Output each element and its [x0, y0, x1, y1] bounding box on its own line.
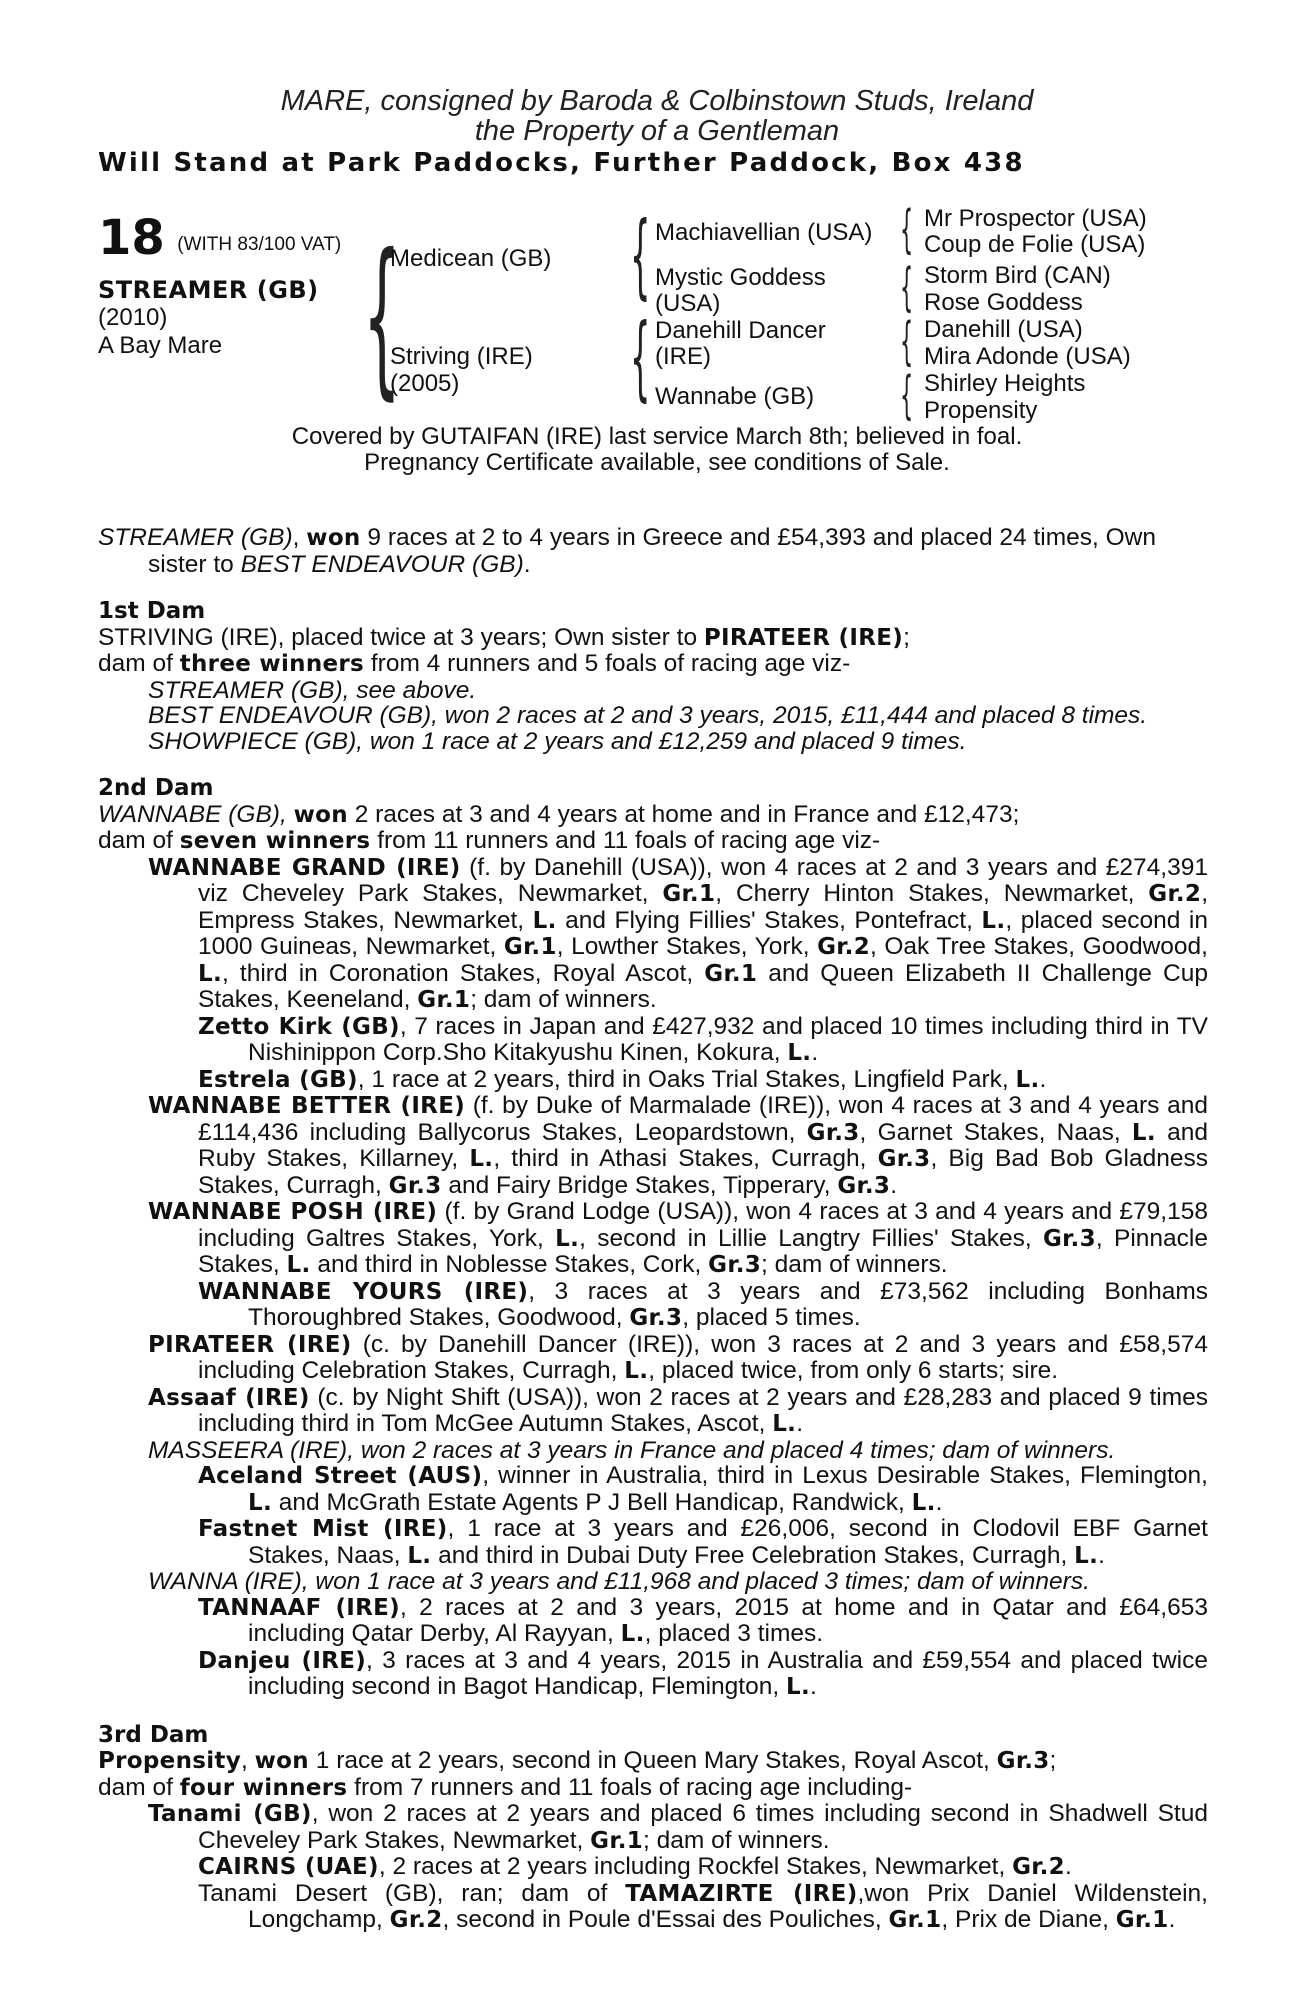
- sire-dam-sire: Storm Bird (CAN): [924, 262, 1111, 289]
- sire-dam-dam: Rose Goddess: [924, 289, 1083, 316]
- pregnancy-note: Pregnancy Certificate available, see conditions of Sale.: [364, 449, 950, 476]
- wannabe-grand-entry: WANNABE GRAND (IRE) (f. by Danehill (USA)), won 4 races at 2 and 3 years and £274,391 viz Cheveley Park Stakes, Newmarket, Gr.1, Cherry Hinton Stakes, Newmarket, Gr.2, Empress Stakes, Newmarket, L. and Flying Fillies' Stakes, Pontefract, L., placed second in 1000 Guineas, Newmarket, Gr.1, Lowther Stakes, York, Gr.2, Oak Tree Stakes, Goodwood, L., third in Coronation Stakes, Royal Ascot, Gr.1 and Queen Elizabeth II Challenge Cup Stakes, Keeneland, Gr.1; dam of winners.: [148, 853, 1208, 1013]
- dam-sire-sire: Danehill (USA): [924, 316, 1083, 343]
- sire-sire-dam: Coup de Folie (USA): [924, 231, 1146, 258]
- tanami-entry: Tanami (GB), won 2 races at 2 years and placed 6 times including second in Shadwell Stud Cheveley Park Stakes, Newmarket, Gr.1; dam of winners.: [148, 1800, 1208, 1854]
- dam-sire-dam: Mira Adonde (USA): [924, 343, 1131, 370]
- pedigree-brace-3d: {: [900, 366, 914, 426]
- pedigree-brace-2a: {: [630, 202, 651, 309]
- wanna-entry: WANNA (IRE), won 1 race at 3 years and £11,968 and placed 3 times; dam of winners.: [148, 1568, 1090, 1595]
- pedigree-brace-1: {: [363, 218, 401, 416]
- dam-year: (2005): [390, 370, 460, 397]
- zetto-kirk-entry: Zetto Kirk (GB), 7 races in Japan and £427,932 and placed 10 times including third in TV Nishinippon Corp.Sho Kitakyushu Kinen, Kokura, L..: [198, 1012, 1209, 1066]
- wannabe-better-entry: WANNABE BETTER (IRE) (f. by Duke of Marmalade (IRE)), won 4 races at 3 and 4 years and £114,436 including Ballycorus Stakes, Leopardstown, Gr.3, Garnet Stakes, Naas, L. and Ruby Stakes, Killarney, L., third in Athasi Stakes, Curragh, Gr.3, Big Bad Bob Gladness Stakes, Curragh, Gr.3 and Fairy Bridge Stakes, Tipperary, Gr.3.: [148, 1092, 1208, 1199]
- wannabe-posh-entry: WANNABE POSH (IRE) (f. by Grand Lodge (USA)), won 4 races at 3 and 4 years and £79,158 including Galtres Stakes, York, L., second in Lillie Langtry Fillies' Stakes, Gr.3, Pinnacle Stakes, L. and third in Noblesse Stakes, Cork, Gr.3; dam of winners.: [148, 1198, 1208, 1278]
- first-dam-produce-1: STREAMER (GB), see above.: [148, 676, 477, 704]
- pedigree-brace-3c: {: [900, 312, 914, 372]
- lot-number: 18: [98, 210, 165, 266]
- horse-description: A Bay Mare: [98, 332, 223, 359]
- consignor-line: MARE, consigned by Baroda & Colbinstown Studs, Ireland: [280, 85, 1034, 117]
- first-dam-line1: STRIVING (IRE), placed twice at 3 years; Own sister to PIRATEER (IRE);: [98, 623, 910, 651]
- first-dam-produce-2: BEST ENDEAVOUR (GB), won 2 races at 2 and 3 years, 2015, £11,444 and placed 8 times.: [148, 702, 1148, 729]
- second-dam-heading: 2nd Dam: [98, 775, 214, 801]
- dam-sire-name: Danehill Dancer: [655, 317, 826, 344]
- masseera-entry: MASSEERA (IRE), won 2 races at 3 years in France and placed 4 times; dam of winners.: [148, 1436, 1116, 1464]
- sire-dam-name: Mystic Goddess: [655, 264, 826, 291]
- assaaf-entry: Assaaf (IRE) (c. by Night Shift (USA)), won 2 races at 2 years and £28,283 and placed 9 times including third in Tom McGee Autumn Stakes, Ascot, L..: [148, 1383, 1209, 1437]
- danjeu-entry: Danjeu (IRE), 3 races at 3 and 4 years, 2015 in Australia and £59,554 and placed twice including second in Bagot Handicap, Flemington, L..: [198, 1646, 1208, 1700]
- dam-name: Striving (IRE): [390, 343, 533, 370]
- pedigree-brace-2b: {: [630, 304, 651, 411]
- first-dam-produce-3: SHOWPIECE (GB), won 1 race at 2 years and £12,259 and placed 9 times.: [148, 727, 967, 755]
- horse-name: STREAMER (GB): [98, 276, 319, 304]
- horse-year: (2010): [98, 304, 168, 331]
- property-line: the Property of a Gentleman: [474, 115, 840, 147]
- cairns-entry: CAIRNS (UAE), 2 races at 2 years including Rockfel Stakes, Newmarket, Gr.2.: [198, 1853, 1072, 1880]
- sire-sire-sire: Mr Prospector (USA): [924, 205, 1147, 232]
- pedigree-brace-3a: {: [900, 200, 914, 260]
- horse-details: [98, 276, 319, 360]
- sire: Medicean (GB): [390, 245, 552, 272]
- dam-dam-dam: Propensity: [924, 397, 1038, 424]
- covered-note: Covered by GUTAIFAN (IRE) last service March 8th; believed in foal.: [291, 423, 1023, 450]
- tanami-desert-entry: Tanami Desert (GB), ran; dam of TAMAZIRTE (IRE),won Prix Daniel Wildenstein, Longchamp, Gr.2, second in Poule d'Essai des Pouliches, Gr.1, Prix de Diane, Gr.1.: [198, 1879, 1208, 1933]
- sire-dam-country: (USA): [655, 290, 721, 317]
- dam-dam: Wannabe (GB): [655, 383, 815, 410]
- estrela-entry: Estrela (GB), 1 race at 2 years, third in Oaks Trial Stakes, Lingfield Park, L..: [198, 1065, 1047, 1093]
- first-dam-heading: 1st Dam: [98, 598, 206, 624]
- lot-number-block: [98, 210, 341, 266]
- pedigree-brace-3b: {: [900, 258, 914, 318]
- second-dam-line1: WANNABE (GB), won 2 races at 3 and 4 years at home and in France and £12,473;: [98, 800, 1020, 828]
- vat-note: (WITH 83/100 VAT): [177, 234, 342, 255]
- third-dam-line1: Propensity, won 1 race at 2 years, second in Queen Mary Stakes, Royal Ascot, Gr.3;: [98, 1747, 1057, 1774]
- first-dam-line2: dam of three winners from 4 runners and 5 foals of racing age viz-: [98, 650, 851, 677]
- third-dam-line2: dam of four winners from 7 runners and 11 foals of racing age including-: [98, 1773, 913, 1801]
- pirateer-entry: PIRATEER (IRE) (c. by Danehill Dancer (IRE)), won 3 races at 2 and 3 years and £58,574 including Celebration Stakes, Curragh, L., placed twice, from only 6 starts; sire.: [148, 1330, 1208, 1384]
- sire-sire: Machiavellian (USA): [655, 219, 873, 246]
- horse-summary: STREAMER (GB), won 9 races at 2 to 4 years in Greece and £54,393 and placed 24 times, Own sister to BEST ENDEAVOUR (GB).: [98, 524, 1156, 578]
- location-line: Will Stand at Park Paddocks, Further Paddock, Box 438: [98, 148, 1025, 178]
- catalogue-body: [98, 525, 1208, 1934]
- tannaaf-entry: TANNAAF (IRE), 2 races at 2 and 3 years, 2015 at home and in Qatar and £64,653 including Qatar Derby, Al Rayyan, L., placed 3 times.: [198, 1593, 1208, 1647]
- dam-sire-country: (IRE): [655, 343, 711, 370]
- wannabe-yours-entry: WANNABE YOURS (IRE), 3 races at 3 years and £73,562 including Bonhams Thoroughbred Stakes, Goodwood, Gr.3, placed 5 times.: [198, 1277, 1208, 1331]
- fastnet-mist-entry: Fastnet Mist (IRE), 1 race at 3 years and £26,006, second in Clodovil EBF Garnet Stakes, Naas, L. and third in Dubai Duty Free Celebration Stakes, Curragh, L..: [198, 1515, 1208, 1569]
- third-dam-heading: 3rd Dam: [98, 1721, 209, 1748]
- second-dam-line2: dam of seven winners from 11 runners and 11 foals of racing age viz-: [98, 827, 881, 854]
- aceland-street-entry: Aceland Street (AUS), winner in Australia, third in Lexus Desirable Stakes, Flemington, L. and McGrath Estate Agents P J Bell Handicap, Randwick, L..: [198, 1462, 1208, 1516]
- dam-dam-sire: Shirley Heights: [924, 370, 1086, 397]
